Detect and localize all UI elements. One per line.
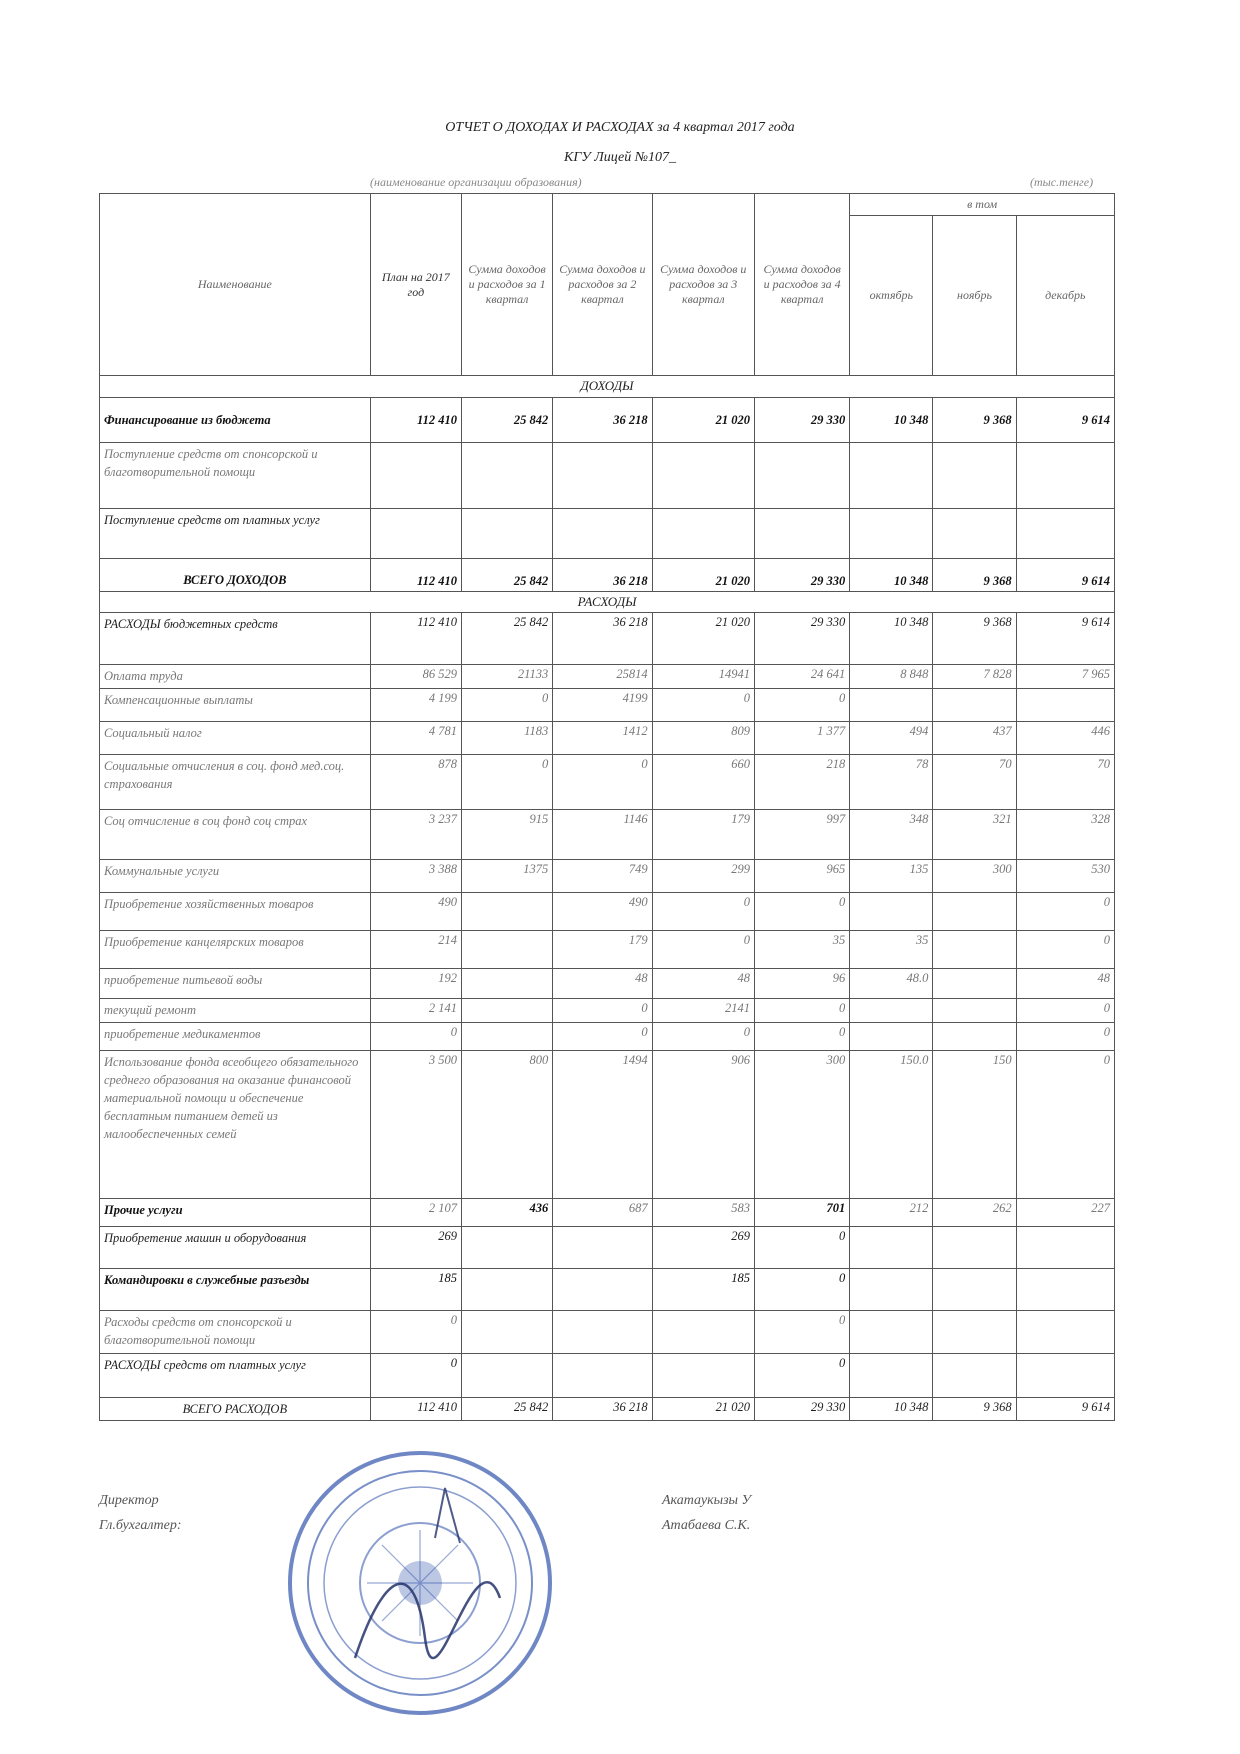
table-row: Приобретение канцелярских товаров 214 179 0 35 35 0 (100, 931, 1115, 969)
table-row: Поступление средств от платных услуг (100, 509, 1115, 559)
table-row: Командировки в служебные разъезды 185 185 0 (100, 1269, 1115, 1311)
official-stamp (285, 1448, 555, 1718)
report-table (99, 193, 1115, 1421)
accountant-name: Атабаева С.К. (662, 1518, 751, 1533)
column-header-q2: Сумма доходов и расходов за 2 квартал (553, 194, 652, 376)
column-header-oct: октябрь (850, 216, 933, 376)
organization-caption: (наименование организации образования) (370, 175, 582, 189)
section-row-expenses (100, 592, 1115, 613)
table-row: Расходы средств от спонсорской и благотворительной помощи 0 0 (100, 1311, 1115, 1354)
director-title: Директор (99, 1493, 159, 1508)
table-row: РАСХОДЫ бюджетных средств 112 410 25 842 36 218 21 020 29 330 10 348 9 368 9 614 (100, 613, 1115, 665)
table-row: Социальные отчисления в соц. фонд мед.соц. страхования 878 0 0 660 218 78 70 70 (100, 755, 1115, 810)
table-row: РАСХОДЫ средств от платных услуг 0 0 (100, 1354, 1115, 1398)
table-row: приобретение медикаментов 0 0 0 0 0 (100, 1023, 1115, 1051)
table-row: Использование фонда всеобщего обязательного среднего образования на оказание финансовой материальной помощи и обеспечение бесплатным питанием детей из малообеспеченных семей 3 500 800 1494 906 300 150.0 150 0 (100, 1051, 1115, 1199)
column-header-dec: декабрь (1016, 216, 1114, 376)
column-header-nov: ноябрь (933, 216, 1016, 376)
table-row: Поступление средств от спонсорской и благотворительной помощи (100, 443, 1115, 509)
table-row: Приобретение хозяйственных товаров 490 490 0 0 0 (100, 893, 1115, 931)
table-row-total-income: ВСЕГО ДОХОДОВ 112 410 25 842 36 218 21 020 29 330 10 348 9 368 9 614 (100, 559, 1115, 592)
table-row: текущий ремонт 2 141 0 2141 0 0 (100, 999, 1115, 1023)
column-header-q1: Сумма доходов и расходов за 1 квартал (461, 194, 552, 376)
column-header-q3: Сумма доходов и расходов за 3 квартал (652, 194, 754, 376)
column-header-q4: Сумма доходов и расходов за 4 квартал (754, 194, 849, 376)
column-header-in-that: в том (850, 194, 1115, 216)
accountant-title: Гл.бухгалтер: (99, 1518, 182, 1533)
section-row-income (100, 376, 1115, 398)
director-name: Акатаукызы У (662, 1493, 751, 1508)
table-row: Соц отчисление в соц фонд соц страх 3 237 915 1146 179 997 348 321 328 (100, 810, 1115, 860)
section-title-expenses: РАСХОДЫ (100, 592, 1115, 613)
unit-caption: (тыс.тенге) (1030, 175, 1094, 189)
table-row: Оплата труда 86 529 21133 25814 14941 24 641 8 848 7 828 7 965 (100, 665, 1115, 689)
table-row: Компенсационные выплаты 4 199 0 4199 0 0 (100, 689, 1115, 722)
report-title: ОТЧЕТ О ДОХОДАХ И РАСХОДАХ за 4 квартал 2017 года (445, 120, 795, 135)
section-title-income: ДОХОДЫ (100, 376, 1115, 398)
table-row: Приобретение машин и оборудования 269 269 0 (100, 1227, 1115, 1269)
table-row: приобретение питьевой воды 192 48 48 96 48.0 48 (100, 969, 1115, 999)
table-row: Финансирование из бюджета 112 410 25 842 36 218 21 020 29 330 10 348 9 368 9 614 (100, 398, 1115, 443)
table-row: Коммунальные услуги 3 388 1375 749 299 965 135 300 530 (100, 860, 1115, 893)
table-row-total-expenses: ВСЕГО РАСХОДОВ 112 410 25 842 36 218 21 020 29 330 10 348 9 368 9 614 (100, 1398, 1115, 1421)
column-header-name: Наименование (100, 194, 371, 376)
table-row: Прочие услуги 2 107 436 687 583 701 212 262 227 (100, 1199, 1115, 1227)
table-row: Социальный налог 4 781 1183 1412 809 1 377 494 437 446 (100, 722, 1115, 755)
organization-name: КГУ Лицей №107_ (564, 150, 676, 165)
column-header-plan: План на 2017 год (370, 194, 461, 376)
